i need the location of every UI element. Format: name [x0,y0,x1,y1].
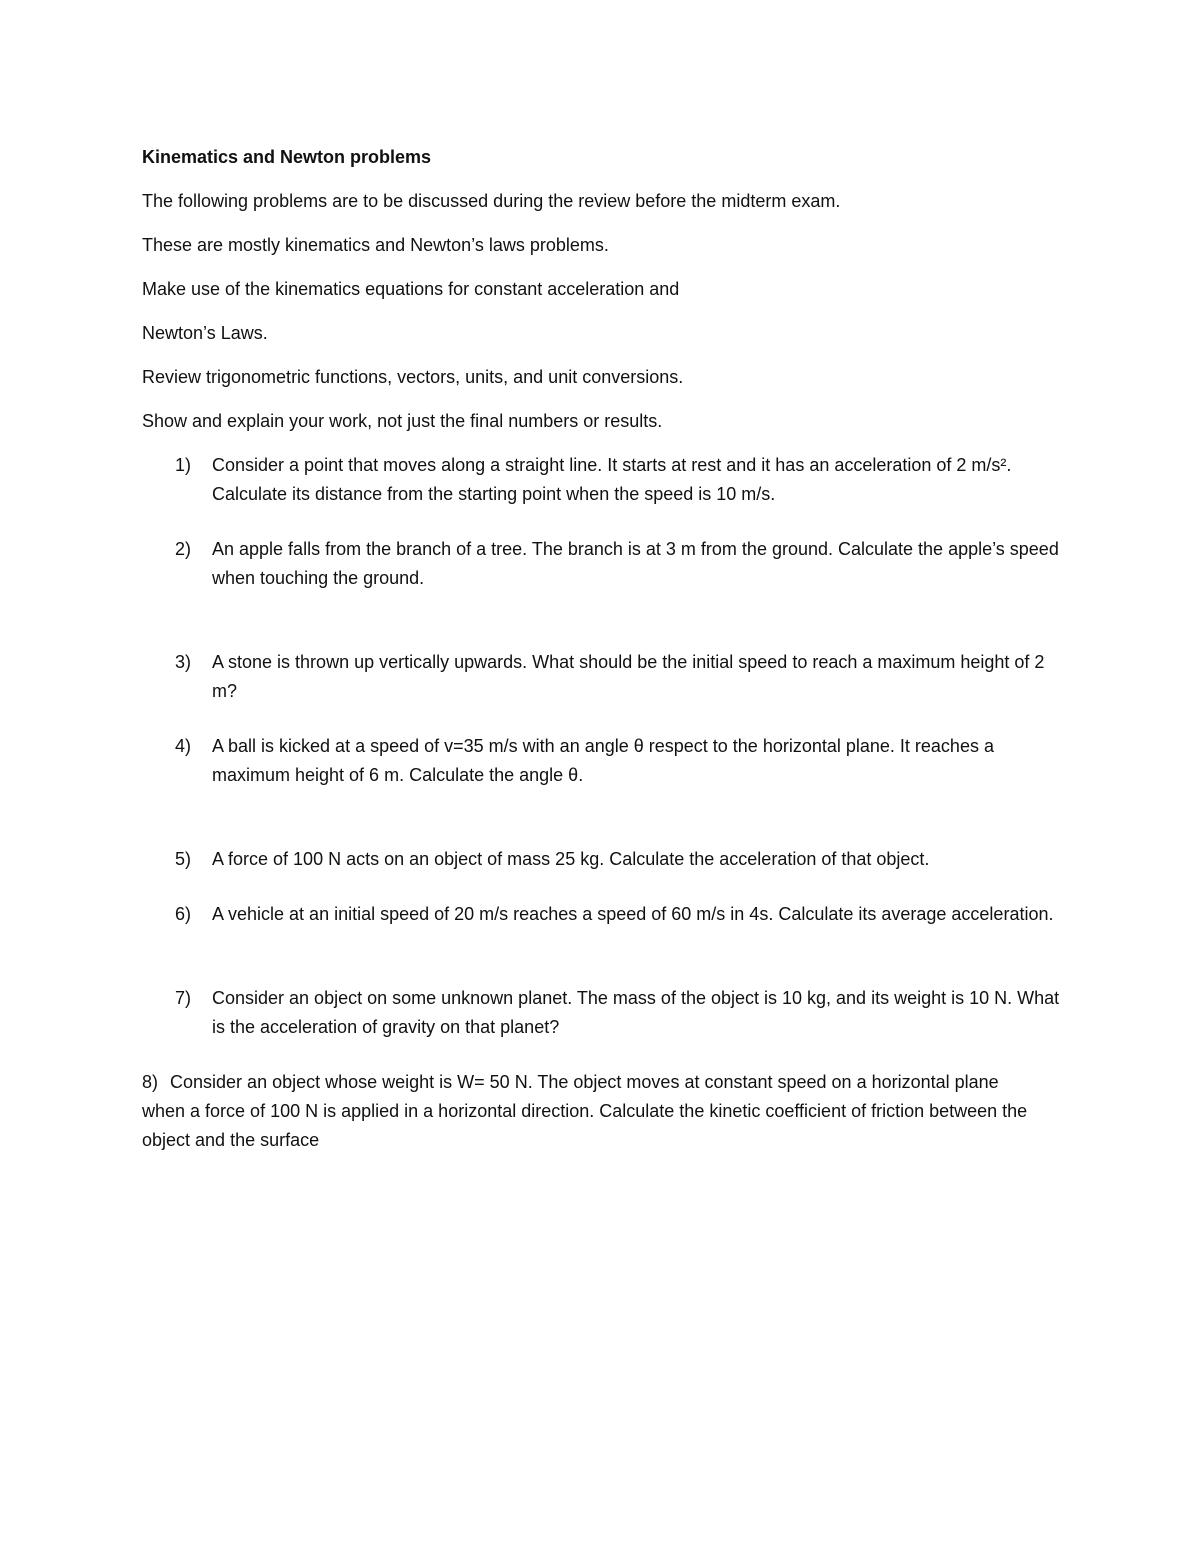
problem-number: 3) [175,652,192,672]
problem-8 [142,1068,1042,1155]
intro-paragraph-3: Make use of the kinematics equations for constant acceleration and [142,279,680,299]
problem-5 [142,845,1062,874]
problem-text: A force of 100 N acts on an object of mass 25 kg. Calculate the acceleration of that object. [212,849,930,869]
problem-7 [142,984,1062,1042]
intro-paragraph-2: These are mostly kinematics and Newton’s laws problems. [142,235,609,255]
problem-text: Consider a point that moves along a straight line. It starts at rest and it has an acceleration of 2 m/s². Calculate its distance from the starting point when the speed is 10 m/s. [212,455,1012,504]
problem-3 [142,648,1062,706]
problem-2 [142,535,1062,593]
problem-text: An apple falls from the branch of a tree. The branch is at 3 m from the ground. Calculate the apple’s speed when touching the ground. [212,539,1059,588]
problem-text: A ball is kicked at a speed of v=35 m/s with an angle θ respect to the horizontal plane. It reaches a maximum height of 6 m. Calculate the angle θ. [212,736,994,785]
document-title: Kinematics and Newton problems [142,147,432,167]
problem-number: 6) [175,904,192,924]
document-content [142,143,1062,1155]
problem-number: 8) [142,1072,159,1092]
intro-paragraph-6: Show and explain your work, not just the final numbers or results. [142,411,663,431]
problem-number: 5) [175,849,192,869]
intro-paragraph-4: Newton’s Laws. [142,323,268,343]
problem-number: 4) [175,736,192,756]
intro-paragraph-5: Review trigonometric functions, vectors, units, and unit conversions. [142,367,684,387]
problem-number: 7) [175,988,192,1008]
problem-4 [142,732,1062,790]
problem-text: A vehicle at an initial speed of 20 m/s reaches a speed of 60 m/s in 4s. Calculate its average acceleration. [212,904,1054,924]
problem-number: 2) [175,539,192,559]
intro-paragraph-1: The following problems are to be discussed during the review before the midterm exam. [142,191,841,211]
problem-number: 1) [175,455,192,475]
problem-6 [142,900,1062,929]
problem-text: Consider an object on some unknown planet. The mass of the object is 10 kg, and its weight is 10 N. What is the acceleration of gravity on that planet? [212,988,1060,1037]
problem-1 [142,451,1062,509]
problem-text: A stone is thrown up vertically upwards. What should be the initial speed to reach a maximum height of 2 m? [212,652,1045,701]
problem-text: Consider an object whose weight is W= 50 N. The object moves at constant speed on a horizontal plane when a force of 100 N is applied in a horizontal direction. Calculate the kinetic coefficient of friction between the object and the surface [142,1072,1028,1150]
